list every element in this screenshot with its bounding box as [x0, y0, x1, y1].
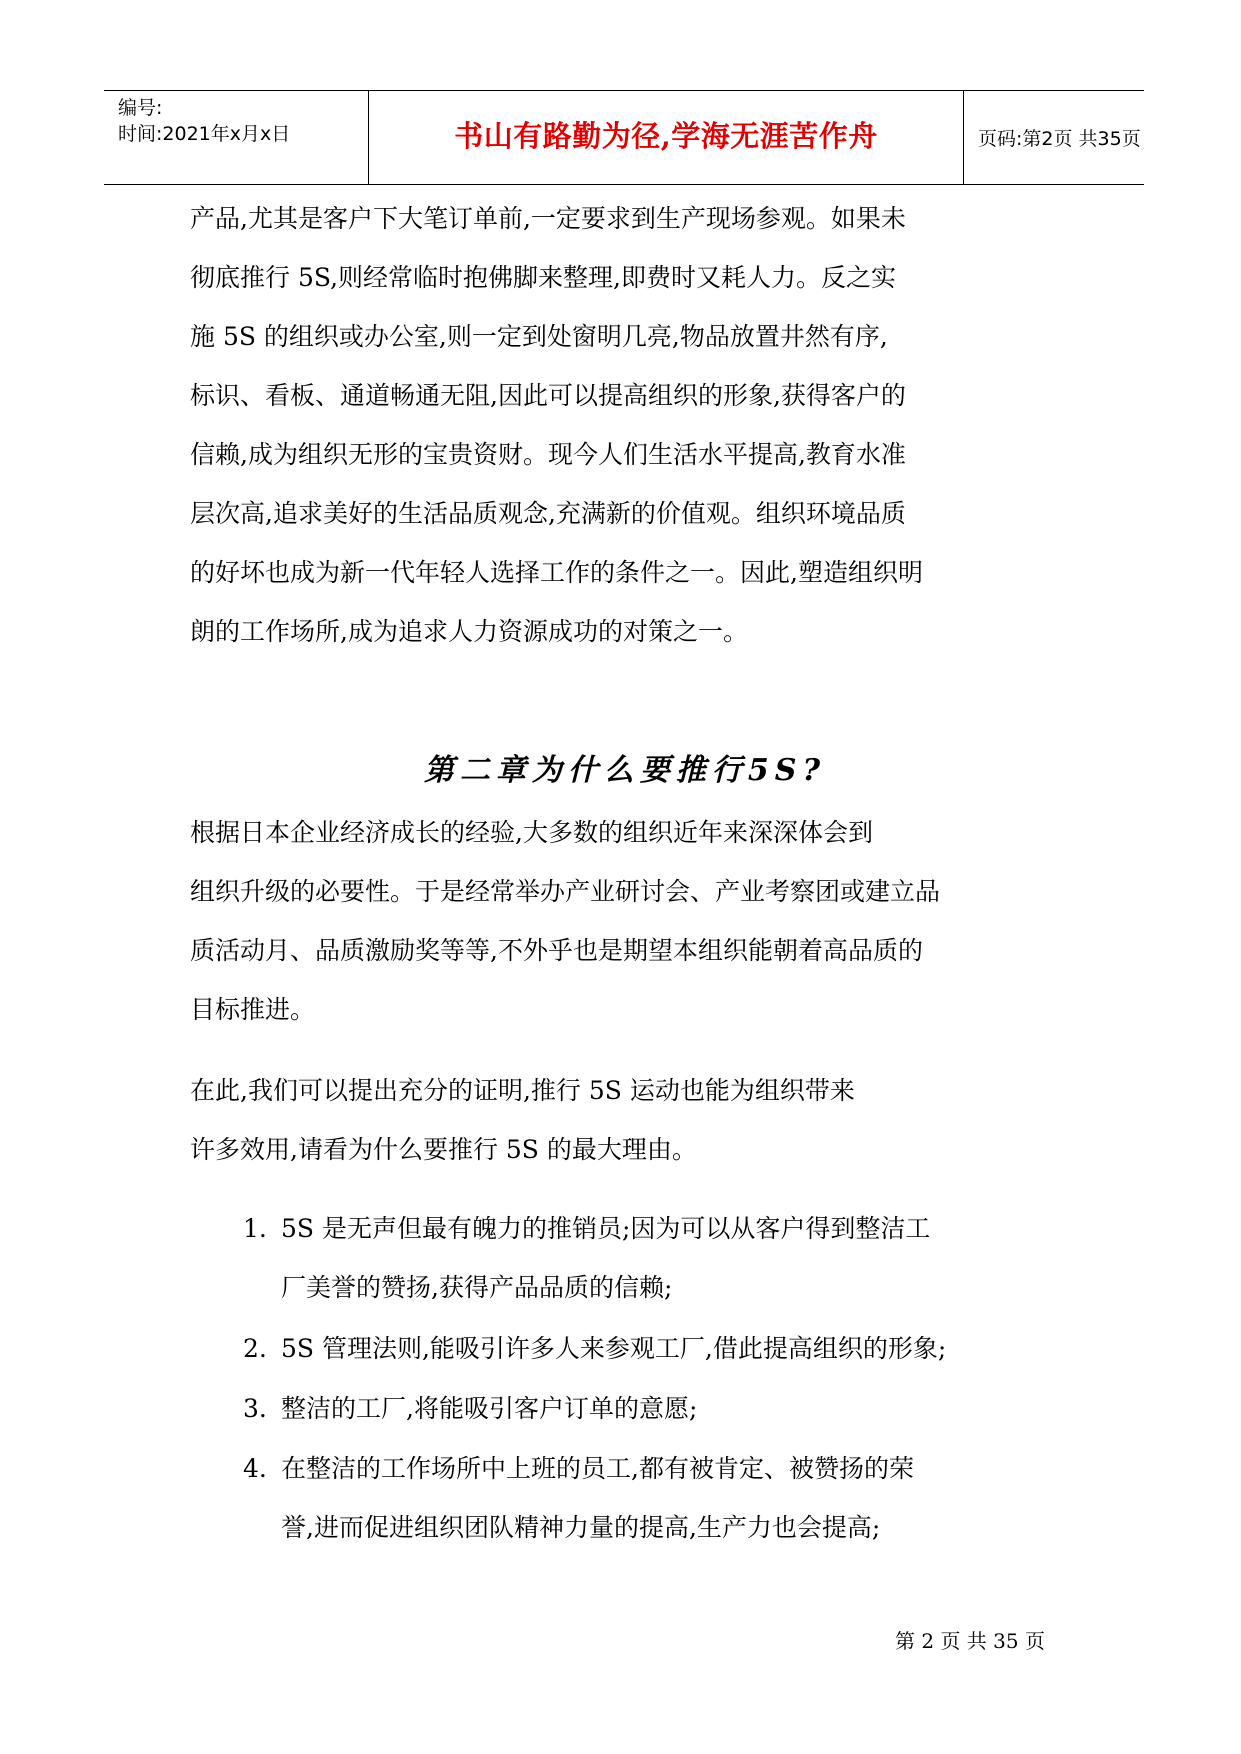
- page-header: [104, 90, 1144, 185]
- list-text: 整洁的工厂,将能吸引客户订单的意愿;: [281, 1394, 698, 1423]
- header-page-cell: [964, 91, 1144, 184]
- text-line: 彻底推行 5S,则经常临时抱佛脚来整理,即费时又耗人力。反之实: [190, 263, 896, 292]
- list-text: 5S 是无声但最有魄力的推销员;因为可以从客户得到整洁工: [281, 1214, 931, 1243]
- text-line: 在此,我们可以提出充分的证明,推行 5S 运动也能为组织带来: [190, 1076, 855, 1105]
- text-line: 产品,尤其是客户下大笔订单前,一定要求到生产现场参观。如果未: [190, 204, 906, 233]
- text-line: 标识、看板、通道畅通无阻,因此可以提高组织的形象,获得客户的: [190, 381, 906, 410]
- text-line: 层次高,追求美好的生活品质观念,充满新的价值观。组织环境品质: [190, 499, 906, 528]
- serial-label: 编号:: [118, 97, 163, 119]
- text-line: 目标推进。: [190, 995, 316, 1024]
- list-text: 5S 管理法则,能吸引许多人来参观工厂,借此提高组织的形象;: [281, 1334, 947, 1363]
- list-number: 2.: [243, 1334, 267, 1363]
- header-page-info: 页码:第2页 共35页: [978, 128, 1141, 150]
- list-text: 在整洁的工作场所中上班的员工,都有被肯定、被赞扬的荣: [281, 1454, 914, 1483]
- list-number: 3.: [243, 1394, 267, 1423]
- page-footer: 第 2 页 共 35 页: [895, 1629, 1045, 1653]
- text-line: 根据日本企业经济成长的经验,大多数的组织近年来深深体会到: [190, 818, 873, 847]
- time-label: 时间:2021年x月x日: [118, 123, 291, 145]
- list-text: 厂美誉的赞扬,获得产品品质的信赖;: [281, 1273, 673, 1302]
- list-number: 1.: [243, 1214, 267, 1243]
- header-motto: 书山有路勤为径,学海无涯苦作舟: [454, 119, 878, 153]
- text-line: 施 5S 的组织或办公室,则一定到处窗明几亮,物品放置井然有序,: [190, 322, 888, 351]
- text-line: 组织升级的必要性。于是经常举办产业研讨会、产业考察团或建立品: [190, 877, 941, 906]
- header-meta: [104, 91, 368, 184]
- text-line: 朗的工作场所,成为追求人力资源成功的对策之一。: [190, 617, 748, 646]
- list-text: 誉,进而促进组织团队精神力量的提高,生产力也会提高;: [281, 1513, 881, 1542]
- header-motto-cell: [369, 91, 963, 184]
- chapter-title: 第二章为什么要推行5S?: [423, 753, 827, 788]
- text-line: 许多效用,请看为什么要推行 5S 的最大理由。: [190, 1135, 697, 1164]
- list-number: 4.: [243, 1454, 267, 1483]
- text-line: 质活动月、品质激励奖等等,不外乎也是期望本组织能朝着高品质的: [190, 936, 923, 965]
- text-line: 的好坏也成为新一代年轻人选择工作的条件之一。因此,塑造组织明: [190, 558, 923, 587]
- text-line: 信赖,成为组织无形的宝贵资财。现今人们生活水平提高,教育水准: [190, 440, 906, 469]
